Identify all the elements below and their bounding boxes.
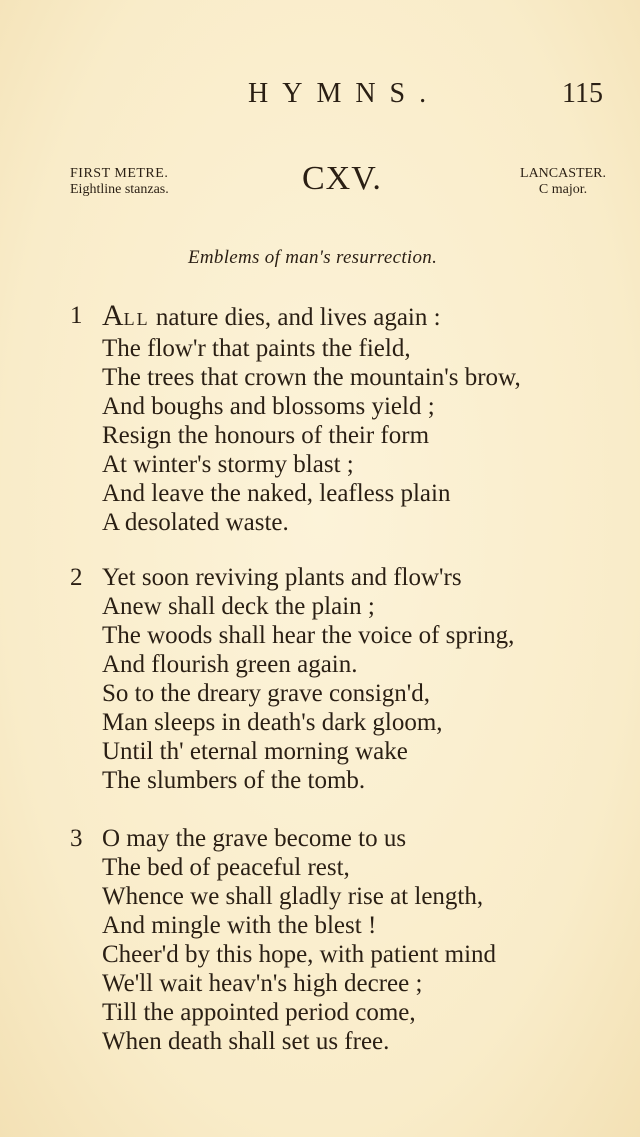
stanza-line: And leave the naked, leafless plain <box>102 480 451 507</box>
first-line-text: nature dies, and lives again : <box>149 304 441 331</box>
stanza-line: The bed of peaceful rest, <box>102 854 350 881</box>
stanza-line: And mingle with the blest ! <box>102 912 377 939</box>
stanza-line: The flow'r that paints the field, <box>102 335 411 362</box>
page-number: 115 <box>562 78 603 109</box>
stanza-number: 1 <box>70 302 83 329</box>
metre-name: FIRST METRE. <box>70 166 169 181</box>
stanza-line: So to the dreary grave consign'd, <box>102 680 431 707</box>
stanza-line: The slumbers of the tomb. <box>102 767 366 794</box>
stanza-line: Until th' eternal morning wake <box>102 738 408 765</box>
metre-info <box>70 166 169 198</box>
stanza-line: Anew shall deck the plain ; <box>102 593 375 620</box>
stanza-2 <box>70 563 514 795</box>
stanza-line: Whence we shall gladly rise at length, <box>102 883 484 910</box>
stanza-line: At winter's stormy blast ; <box>102 451 354 478</box>
tune-info <box>508 166 618 198</box>
stanza-line: When death shall set us free. <box>102 1028 390 1055</box>
stanza-lines <box>102 301 521 537</box>
stanza-3 <box>70 824 496 1056</box>
stanza-line: And boughs and blossoms yield ; <box>102 393 435 420</box>
stanza-number: 3 <box>70 825 83 852</box>
stanza-line: We'll wait heav'n's high decree ; <box>102 970 423 997</box>
stanza-line: Yet soon reviving plants and flow'rs <box>102 564 462 591</box>
tune-key: C major. <box>538 182 588 197</box>
stanza-line: The trees that crown the mountain's brow, <box>102 364 521 391</box>
stanza-line: O may the grave become to us <box>102 825 407 852</box>
running-head: HYMNS. <box>248 78 441 109</box>
hymn-number: CXV. <box>302 160 382 197</box>
initial-smallcaps: LL <box>123 309 150 329</box>
stanza-line: A desolated waste. <box>102 509 289 536</box>
stanza-lines <box>102 563 514 795</box>
hymn-subtitle: Emblems of man's resurrection. <box>188 247 438 268</box>
initial-letter: A <box>102 299 124 332</box>
stanza-1 <box>70 301 521 537</box>
stanza-line: And flourish green again. <box>102 651 358 678</box>
stanza-line: The woods shall hear the voice of spring, <box>102 622 515 649</box>
stanza-line: Cheer'd by this hope, with patient mind <box>102 941 497 968</box>
stanza-line <box>102 301 521 334</box>
stanza-line: Resign the honours of their form <box>102 422 430 449</box>
tune-name: LANCASTER. <box>520 166 606 181</box>
stanza-line: Man sleeps in death's dark gloom, <box>102 709 443 736</box>
stanza-line: Till the appointed period come, <box>102 999 416 1026</box>
stanza-number: 2 <box>70 564 83 591</box>
stanza-lines <box>102 824 496 1056</box>
metre-stanza-form: Eightline stanzas. <box>70 182 169 197</box>
